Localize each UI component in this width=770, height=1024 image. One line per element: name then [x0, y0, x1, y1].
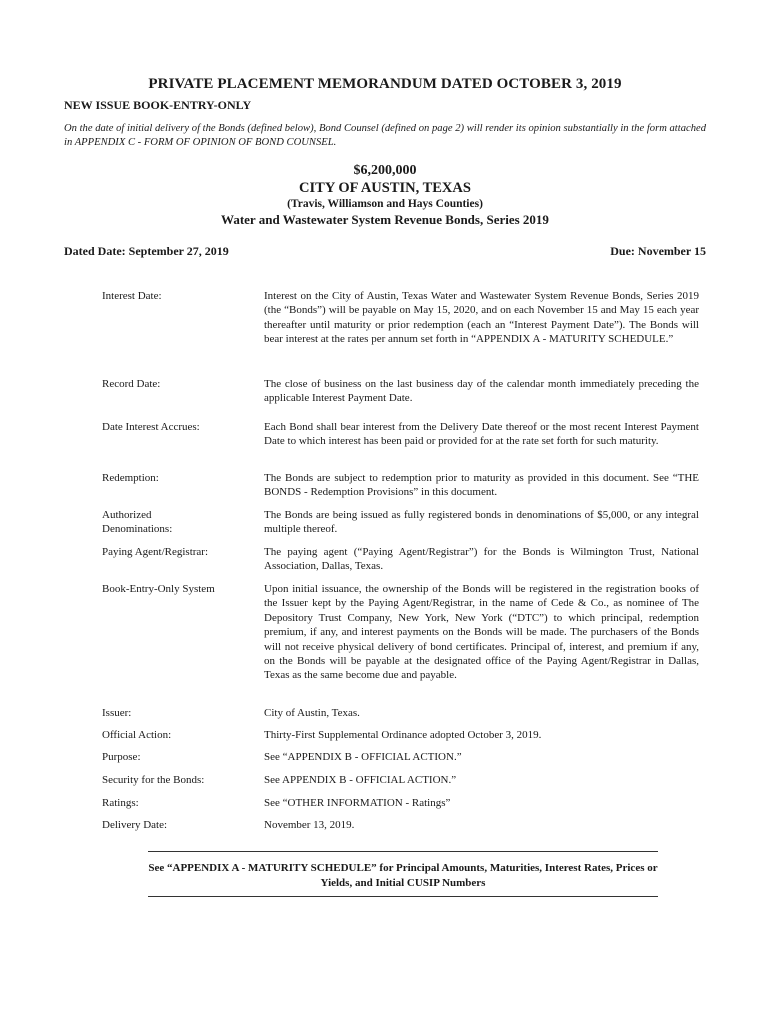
term-label: Authorized Denominations: — [102, 509, 173, 535]
term-value: Interest on the City of Austin, Texas Water and Wastewater System Revenue Bonds, Series 2019 (the “Bonds”) will be payable on May 15, 2020, and on each November 15 and May 15 each year thereafter until maturity or prior redemption (each an “Interest Payment Date”). The Bonds will bear interest at the rates per annum set forth in “APPENDIX A - MATURITY SCHEDULE.” — [264, 290, 699, 346]
document-title: PRIVATE PLACEMENT MEMORANDUM DATED OCTOBER 3, 2019 — [148, 76, 622, 92]
issuer-name: CITY OF AUSTIN, TEXAS — [299, 180, 471, 196]
term-value: See “APPENDIX B - OFFICIAL ACTION.” — [264, 751, 462, 763]
term-value: Thirty-First Supplemental Ordinance adopted October 3, 2019. — [264, 729, 542, 741]
term-label: Paying Agent/Registrar: — [102, 546, 209, 558]
term-label: Date Interest Accrues: — [102, 421, 200, 433]
term-value: The close of business on the last business day of the calendar month immediately preceding the applicable Interest Payment Date. — [264, 378, 699, 405]
term-value: Upon initial issuance, the ownership of the Bonds will be registered in the registration books of the Issuer kept by the Paying Agent/Registrar, in the name of Cede & Co., as nominee of The Depository Trust Company, New York, New York (“DTC”) to which principal, redemption premium, if any, and interest payments on the Bonds will be made. The purchasers of the Bonds will not receive physical delivery of bond certificates. Principal of, interest, and premium if any, on the Bonds will be payable at the designated office of the Paying Agent/Registrar in Dallas, Texas as the same become due and payable. — [264, 583, 699, 682]
term-label: Interest Date: — [102, 290, 162, 302]
issuer-counties: (Travis, Williamson and Hays Counties) — [287, 198, 483, 210]
term-label: Record Date: — [102, 378, 161, 390]
term-label: Security for the Bonds: — [102, 774, 205, 786]
term-label: Official Action: — [102, 729, 172, 741]
offering-amount: $6,200,000 — [353, 163, 417, 178]
bond-series: Water and Wastewater System Revenue Bonds, Series 2019 — [221, 212, 549, 227]
term-value: City of Austin, Texas. — [264, 707, 360, 719]
term-label: Delivery Date: — [102, 819, 168, 831]
term-value: See APPENDIX B - OFFICIAL ACTION.” — [264, 774, 457, 786]
bottom-divider — [148, 896, 658, 897]
term-value: Each Bond shall bear interest from the Delivery Date thereof or the most recent Interest Payment Date to which interest has been paid or provided for at the rate set forth for such maturity. — [264, 421, 699, 448]
issue-type: NEW ISSUE BOOK-ENTRY-ONLY — [64, 98, 252, 112]
due-date: Due: November 15 — [610, 244, 706, 258]
term-value: See “OTHER INFORMATION - Ratings” — [264, 797, 451, 809]
term-label: Redemption: — [102, 472, 159, 484]
term-value: The paying agent (“Paying Agent/Registrar”) for the Bonds is Wilmington Trust, National Association, Dallas, Texas. — [264, 546, 699, 573]
term-label: Issuer: — [102, 707, 132, 719]
maturity-schedule-reference: See “APPENDIX A - MATURITY SCHEDULE” for Principal Amounts, Maturities, Interest Rates, Prices or Yields, and Initial CUSIP Numbers — [148, 862, 658, 889]
term-value: The Bonds are being issued as fully registered bonds in denominations of $5,000, or any integral multiple thereof. — [264, 509, 699, 536]
term-label: Book-Entry-Only System — [102, 583, 215, 595]
term-value: The Bonds are subject to redemption prior to maturity as provided in this document. See “THE BONDS - Redemption Provisions” in this document. — [264, 472, 699, 499]
top-divider — [148, 851, 658, 852]
term-label: Purpose: — [102, 751, 141, 763]
term-label: Ratings: — [102, 797, 139, 809]
term-value: November 13, 2019. — [264, 819, 355, 831]
dated-date: Dated Date: September 27, 2019 — [64, 244, 229, 258]
bond-counsel-opinion-note: On the date of initial delivery of the Bonds (defined below), Bond Counsel (defined on page 2) will render its opinion substantially in the form attached in APPENDIX C - FORM OF OPINION OF BOND COUNSEL. — [64, 123, 706, 148]
